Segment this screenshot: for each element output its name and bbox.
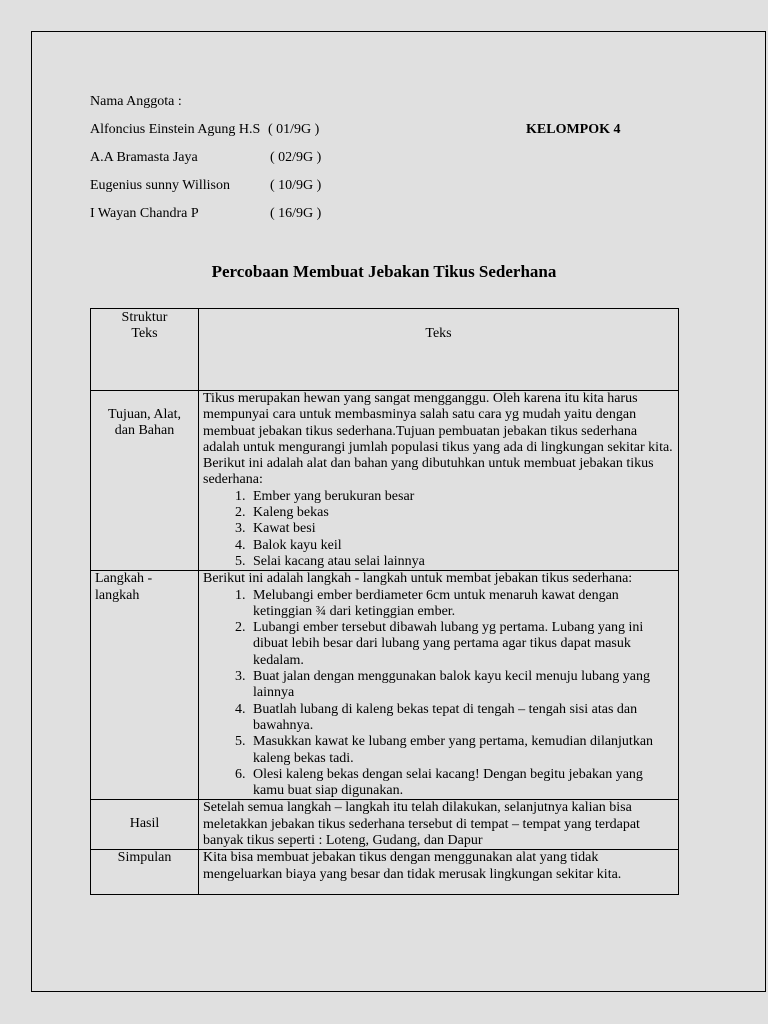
list-item: 2. Lubangi ember tersebut dibawah lubang yg pertama. Lubang yang ini dibuat lebih besar dari lubang yang pertama agar tikus dapat masuk kedalam. <box>249 620 674 669</box>
list-item: 3. Buat jalan dengan menggunakan balok kayu kecil menuju lubang yang lainnya <box>249 669 674 702</box>
header-teks: Teks <box>199 309 679 391</box>
list-item: 2. Kaleng bekas <box>249 505 674 521</box>
member-name: Alfoncius Einstein Agung H.S <box>90 122 261 137</box>
list-item: 1. Melubangi ember berdiameter 6cm untuk menaruh kawat dengan ketinggian ¾ dari ketinggian ember. <box>249 588 674 621</box>
row-label-langkah: Langkah - langkah <box>91 571 199 800</box>
list-item: 6. Olesi kaleng bekas dengan selai kacang! Dengan begitu jebakan yang kamu buat siap digunakan. <box>249 767 674 800</box>
structure-table <box>90 308 679 895</box>
list-item: 4. Buatlah lubang di kaleng bekas tepat di tengah – tengah sisi atas dan bawahnya. <box>249 702 674 735</box>
tujuan-intro: Tikus merupakan hewan yang sangat mengganggu. Oleh karena itu kita harus mempunyai cara untuk membasminya salah satu cara yg mudah yaitu dengan membuat jebakan tikus sederhana.Tujuan pembuatan jebakan tikus sederhana adalah untuk mengurangi jumlah populasi tikus yang ada di lingkungan sekitar kita. Berikut ini adalah alat dan bahan yang dibutuhkan untuk membuat jebakan tikus sederhana: <box>203 391 673 488</box>
list-item: 5. Masukkan kawat ke lubang ember yang pertama, kemudian dilanjutkan kaleng bekas tadi. <box>249 734 674 767</box>
row-label-hasil: Hasil <box>91 800 199 850</box>
list-item: 1. Ember yang berukuran besar <box>249 489 674 505</box>
list-item: 5. Selai kacang atau selai lainnya <box>249 554 674 570</box>
document-title: Percobaan Membuat Jebakan Tikus Sederhana <box>211 262 557 281</box>
row-content-hasil: Setelah semua langkah – langkah itu telah dilakukan, selanjutnya kalian bisa meletakkan jebakan tikus sederhana tersebut di tempat – tempat yang terdapat banyak tikus seperti : Loteng, Gudang, dan Dapur <box>199 800 679 850</box>
member-code: ( 02/9G ) <box>270 150 322 165</box>
row-content-langkah <box>199 571 679 800</box>
member-name: Eugenius sunny Willison <box>90 178 230 193</box>
member-code: ( 10/9G ) <box>270 178 322 193</box>
header-struktur-teks: Struktur Teks <box>91 309 199 391</box>
list-item: 4. Balok kayu keil <box>249 538 674 554</box>
member-name: I Wayan Chandra P <box>90 206 199 221</box>
row-content-tujuan <box>199 391 679 571</box>
table-row-simpulan <box>91 850 679 895</box>
table-header-row <box>91 309 679 391</box>
member-name: A.A Bramasta Jaya <box>90 150 198 165</box>
member-code: ( 01/9G ) <box>268 122 320 137</box>
row-label-tujuan: Tujuan, Alat, dan Bahan <box>91 391 199 571</box>
member-code: ( 16/9G ) <box>270 206 322 221</box>
table-row-tujuan <box>91 391 679 571</box>
row-content-simpulan: Kita bisa membuat jebakan tikus dengan menggunakan alat yang tidak mengeluarkan biaya yang besar dan tidak merusak lingkungan sekitar kita. <box>199 850 679 895</box>
members-label: Nama Anggota : <box>90 94 182 109</box>
group-label: KELOMPOK 4 <box>526 122 621 137</box>
row-label-simpulan: Simpulan <box>91 850 199 895</box>
steps-list <box>203 588 674 800</box>
table-row-hasil <box>91 800 679 850</box>
langkah-intro: Berikut ini adalah langkah - langkah untuk membat jebakan tikus sederhana: <box>203 571 633 587</box>
materials-list <box>203 489 674 570</box>
list-item: 3. Kawat besi <box>249 521 674 537</box>
table-row-langkah <box>91 571 679 800</box>
